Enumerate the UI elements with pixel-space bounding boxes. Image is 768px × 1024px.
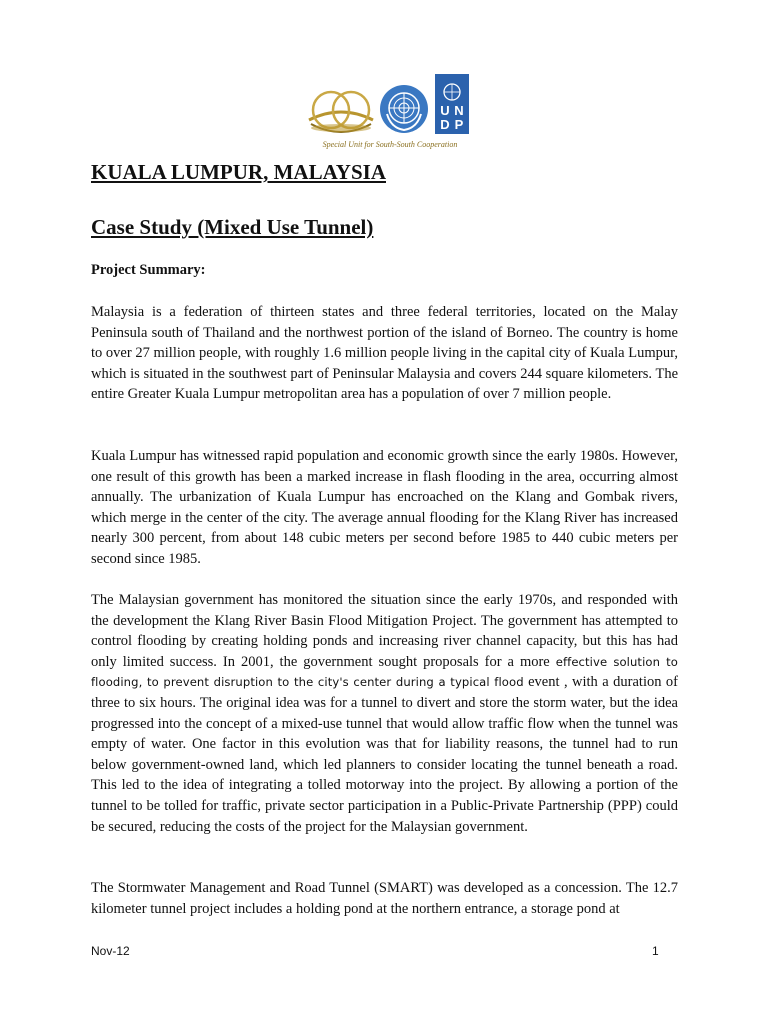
undp-emblem-icon: [441, 82, 463, 102]
paragraph-3-part-3: event , with a duration of three to six hours. The original idea was for a tunnel to divert and store the storm water, but the idea progressed into the concept of a mixed-use tunnel that would allow traffic flow when the tunnel was empty of water. One factor in this evolution was that for liability reasons, the tunnel had to run below government-owned land, which led planners to consider locating the tunnel beneath a road. This led to the idea of integrating a tolled motorway into the project. By allowing a portion of the tunnel to be tolled for traffic, private sector participation in a Public-Private Partnership (PPP) could be secured, reducing the costs of the project for the Malaysian government.: [91, 674, 678, 835]
document-title: KUALA LUMPUR, MALAYSIA: [91, 160, 386, 184]
document-subtitle: Case Study (Mixed Use Tunnel): [91, 215, 374, 239]
logo-caption: Special Unit for South-South Cooperation: [322, 140, 458, 149]
paragraph-1: Malaysia is a federation of thirteen states and three federal territories, located on the Malay Peninsula south of Thailand and the northwest portion of the island of Borneo. The country is home to over 27 million people, with roughly 1.6 million people living in the capital city of Kuala Lumpur, which is situated in the southwest part of Peninsular Malaysia and covers 244 square kilometers. The entire Greater Kuala Lumpur metropolitan area has a population of over 7 million people.: [91, 304, 678, 403]
undp-letters: [438, 104, 466, 132]
footer-date: Nov-12: [91, 944, 130, 958]
paragraph-3-part-2: effective solution to flooding, to prevent disruption to the city's center during a typical flood: [91, 654, 678, 690]
undp-letter: N: [454, 103, 464, 118]
undp-letter: U: [440, 103, 450, 118]
paragraph-2: Kuala Lumpur has witnessed rapid population and economic growth since the early 1980s. However, one result of this growth has been a marked increase in flash flooding in the area, occurring almost annually. The urbanization of Kuala Lumpur has encroached on the Klang and Gombak rivers, which merge in the center of the city. The average annual flooding for the Klang River has increased nearly 300 percent, from about 148 cubic meters per second before 1985 to 440 cubic meters per second since 1985.: [91, 448, 678, 567]
undp-letter: P: [454, 117, 464, 132]
ssc-rings-logo-icon: [305, 84, 377, 140]
undp-logo-icon: [435, 74, 469, 134]
paragraph-3: [91, 590, 678, 837]
header-logos: [305, 74, 475, 150]
section-heading: Project Summary:: [91, 262, 206, 278]
paragraph-3-part-1: The Malaysian government has monitored the situation since the early 1970s, and responded with the development the Klang River Basin Flood Mitigation Project. The government has attempted to control flooding by creating holding ponds and increasing river channel capacity, but this has had only limited success. In 2001, the government sought proposals for a more: [91, 592, 678, 670]
paragraph-4: The Stormwater Management and Road Tunnel (SMART) was developed as a concession. The 12.7 kilometer tunnel project includes a holding pond at the northern entrance, a storage pond at: [91, 880, 678, 917]
un-emblem-icon: [379, 84, 429, 134]
undp-letter: D: [440, 117, 450, 132]
page-number: 1: [652, 944, 659, 958]
